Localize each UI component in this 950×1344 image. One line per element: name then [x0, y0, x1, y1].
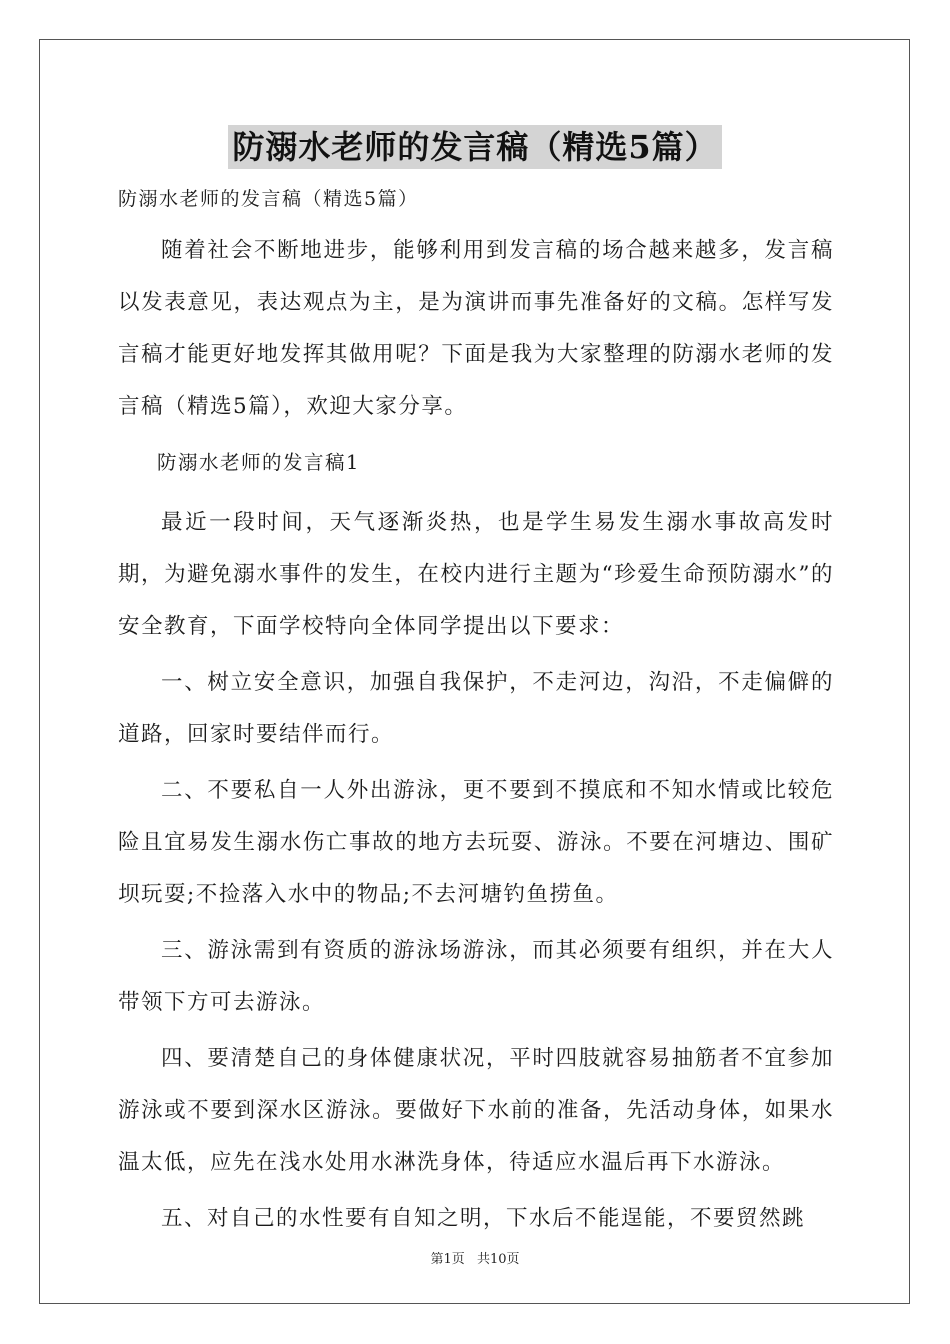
page-footer	[0, 1248, 950, 1267]
document-subtitle: 防溺水老师的发言稿（精选5篇）	[118, 188, 419, 210]
paragraph: 二、不要私自一人外出游泳，更不要到不摸底和不知水情或比较危险且宜易发生溺水伤亡事故的地方去玩耍、游泳。不要在河塘边、围矿坝玩耍;不捡落入水中的物品;不去河塘钓鱼捞鱼。	[118, 778, 834, 907]
page-total: 共10页	[476, 1252, 520, 1267]
section-heading: 防溺水老师的发言稿1	[157, 451, 360, 474]
page-number: 第1页	[430, 1252, 465, 1267]
paragraph: 五、对自己的水性要有自知之明，下水后不能逞能，不要贸然跳	[161, 1206, 806, 1231]
paragraph: 三、游泳需到有资质的游泳场游泳，而其必须要有组织，并在大人带领下方可去游泳。	[118, 938, 834, 1015]
paragraph: 最近一段时间，天气逐渐炎热，也是学生易发生溺水事故高发时期，为避免溺水事件的发生，在校内进行主题为“珍爱生命预防溺水”的安全教育，下面学校特向全体同学提出以下要求：	[118, 510, 834, 639]
paragraph-intro: 随着社会不断地进步，能够利用到发言稿的场合越来越多，发言稿以发表意见，表达观点为主，是为演讲而事先准备好的文稿。怎样写发言稿才能更好地发挥其做用呢？下面是我为大家整理的防溺水老师的发言稿（精选5篇），欢迎大家分享。	[118, 238, 834, 419]
document-title: 防溺水老师的发言稿（精选5篇）	[228, 125, 721, 169]
paragraph: 一、树立安全意识，加强自我保护，不走河边，沟沿，不走偏僻的道路，回家时要结伴而行。	[118, 670, 834, 747]
paragraph: 四、要清楚自己的身体健康状况，平时四肢就容易抽筋者不宜参加游泳或不要到深水区游泳。要做好下水前的准备，先活动身体，如果水温太低，应先在浅水处用水淋洗身体，待适应水温后再下水游泳。	[118, 1046, 834, 1175]
title-container	[0, 125, 950, 169]
document-body	[118, 176, 834, 1249]
